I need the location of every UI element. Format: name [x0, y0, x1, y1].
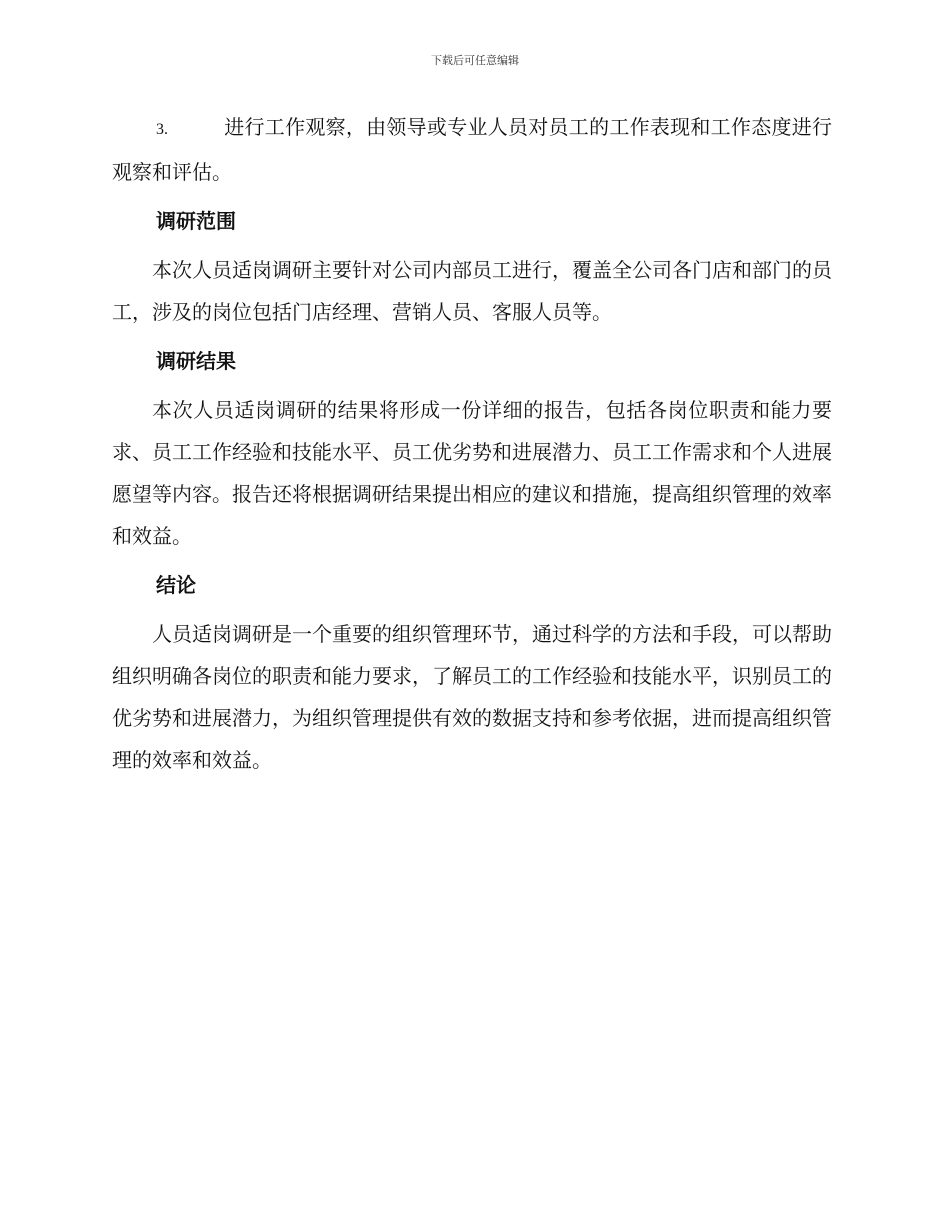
section-body-scope: 本次人员适岗调研主要针对公司内部员工进行，覆盖全公司各门店和部门的员工，涉及的岗位包括门店经理、营销人员、客服人员等。: [112, 258, 832, 324]
list-item-observation: [112, 106, 832, 193]
section-heading-results: 调研结果: [156, 349, 236, 373]
section-body-conclusion: 人员适岗调研是一个重要的组织管理环节，通过科学的方法和手段，可以帮助组织明确各岗位的职责和能力要求，了解员工的工作经验和技能水平，识别员工的优劣势和进展潜力，为组织管理提供有效的数据支持和参考依据，进而提高组织管理的效率和效益。: [112, 622, 832, 772]
page-header: 下载后可任意编辑: [431, 54, 519, 67]
section-heading-scope: 调研范围: [156, 209, 236, 233]
section-heading-conclusion: 结论: [156, 573, 196, 597]
list-item-text: 进行工作观察，由领导或专业人员对员工的工作表现和工作态度进行观察和评估。: [112, 115, 832, 184]
list-item-number: 3.: [156, 121, 168, 138]
section-body-results: 本次人员适岗调研的结果将形成一份详细的报告，包括各岗位职责和能力要求、员工工作经验和技能水平、员工优劣势和进展潜力、员工工作需求和个人进展愿望等内容。报告还将根据调研结果提出相应的建议和措施，提高组织管理的效率和效益。: [112, 398, 832, 548]
document-body: [112, 106, 832, 781]
